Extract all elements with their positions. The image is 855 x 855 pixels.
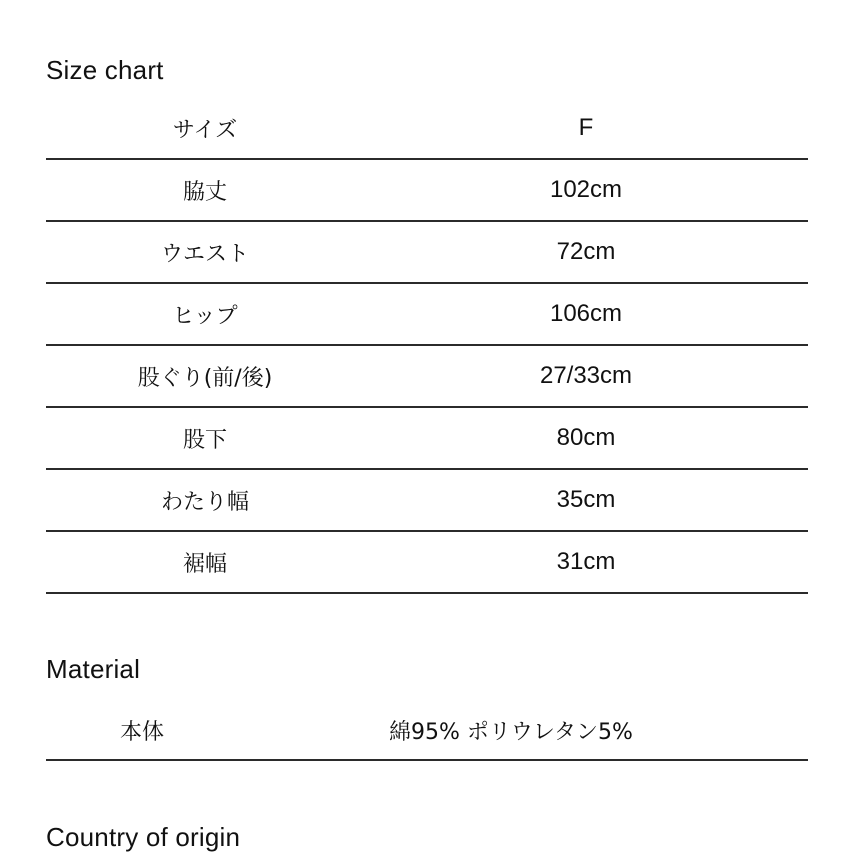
table-row: [46, 531, 808, 593]
size-chart-title: Size chart: [46, 55, 164, 85]
table-row: [46, 345, 808, 407]
size-value: F: [364, 98, 808, 159]
size-label: ウエスト: [46, 221, 364, 283]
size-label: 裾幅: [46, 531, 364, 593]
size-value: 35cm: [364, 469, 808, 531]
material-title: Material: [46, 654, 141, 684]
size-value: 80cm: [364, 407, 808, 469]
table-row: [46, 159, 808, 221]
table-row: [46, 283, 808, 345]
size-label: 脇丈: [46, 159, 364, 221]
material-value: 綿95% ポリウレタン5%: [389, 720, 633, 745]
size-label: わたり幅: [46, 469, 364, 531]
table-row: [46, 98, 808, 159]
material-row: [46, 700, 808, 761]
size-chart-table: [46, 98, 808, 594]
size-value: 72cm: [364, 221, 808, 283]
size-label: 股ぐり(前/後): [46, 345, 364, 407]
size-label: 股下: [46, 407, 364, 469]
size-value: 102cm: [364, 159, 808, 221]
size-label: ヒップ: [46, 283, 364, 345]
size-value: 106cm: [364, 283, 808, 345]
size-value: 27/33cm: [364, 345, 808, 407]
country-of-origin-title: Country of origin: [46, 822, 241, 852]
table-row: [46, 407, 808, 469]
table-row: [46, 469, 808, 531]
size-label: サイズ: [46, 98, 364, 159]
size-value: 31cm: [364, 531, 808, 593]
table-row: [46, 221, 808, 283]
material-label: 本体: [119, 720, 164, 745]
